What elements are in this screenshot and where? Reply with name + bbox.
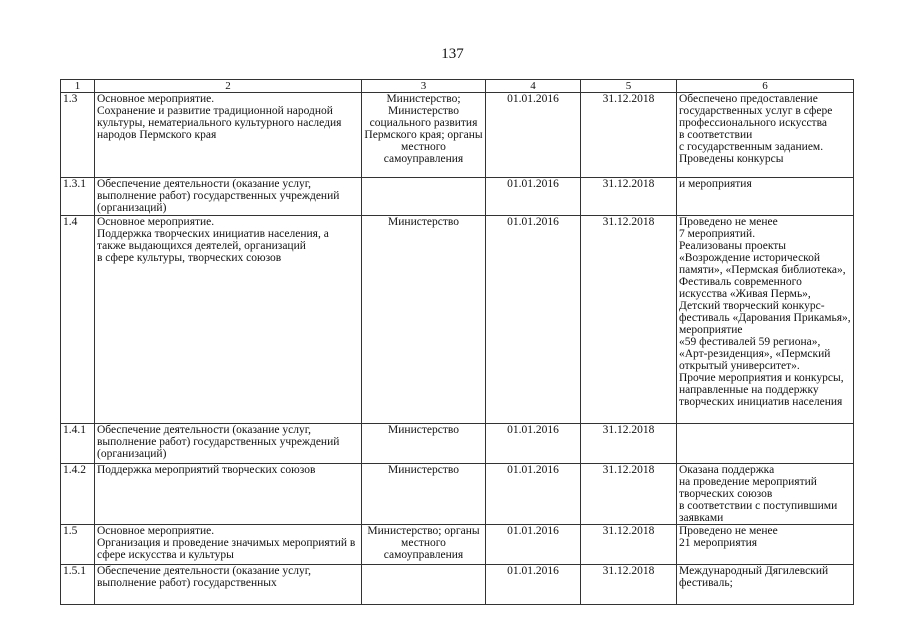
responsible-executor: [362, 565, 486, 605]
column-header: 6: [677, 80, 854, 93]
table-row: [61, 216, 854, 424]
activity-name: Основное мероприятие. Сохранение и развитие традиционной народной культуры, нематериального культурного наследия народов Пермского края: [95, 93, 362, 178]
start-date: 01.01.2016: [486, 464, 581, 525]
end-date: 31.12.2018: [581, 216, 677, 424]
responsible-executor: Министерство; органы местного самоуправления: [362, 525, 486, 565]
responsible-executor: Министерство; Министерство социального развития Пермского края; органы местного самоуправления: [362, 93, 486, 178]
end-date: 31.12.2018: [581, 93, 677, 178]
column-header: 2: [95, 80, 362, 93]
start-date: 01.01.2016: [486, 93, 581, 178]
start-date: 01.01.2016: [486, 424, 581, 464]
page-number: 137: [441, 46, 464, 62]
start-date: 01.01.2016: [486, 216, 581, 424]
end-date: 31.12.2018: [581, 565, 677, 605]
row-number: 1.5.1: [61, 565, 95, 605]
column-header: 4: [486, 80, 581, 93]
row-number: 1.4.2: [61, 464, 95, 525]
end-date: 31.12.2018: [581, 525, 677, 565]
column-header: 5: [581, 80, 677, 93]
activity-name: Основное мероприятие. Организация и проведение значимых мероприятий в сфере искусства и культуры: [95, 525, 362, 565]
table-row: [61, 525, 854, 565]
table-row: [61, 178, 854, 216]
row-number: 1.3.1: [61, 178, 95, 216]
expected-result: Проведено не менее 21 мероприятия: [677, 525, 854, 565]
expected-result: Проведено не менее 7 мероприятий. Реализованы проекты «Возрождение исторической памяти», «Пермская библиотека», Фестиваль современного искусства «Живая Пермь», Детский творческий конкурс-фестиваль «Дарования Прикамья», мероприятие «59 фестивалей 59 региона», «Арт-резиденция», «Пермский открытый университет». Прочие мероприятия и конкурсы, направленные на поддержку творческих инициатив населения: [677, 216, 854, 424]
activity-name: Обеспечение деятельности (оказание услуг, выполнение работ) государственных учреждений (организаций): [95, 178, 362, 216]
activity-name: Основное мероприятие. Поддержка творческих инициатив населения, а также выдающихся деятелей, организаций в сфере культуры, творческих союзов: [95, 216, 362, 424]
program-table: [60, 79, 854, 605]
row-number: 1.4: [61, 216, 95, 424]
table-row: [61, 565, 854, 605]
column-header: 3: [362, 80, 486, 93]
end-date: 31.12.2018: [581, 464, 677, 525]
table-row: [61, 464, 854, 525]
expected-result: и мероприятия: [677, 178, 854, 216]
end-date: 31.12.2018: [581, 178, 677, 216]
responsible-executor: [362, 178, 486, 216]
column-header: 1: [61, 80, 95, 93]
activity-name: Обеспечение деятельности (оказание услуг, выполнение работ) государственных: [95, 565, 362, 605]
start-date: 01.01.2016: [486, 565, 581, 605]
activity-name: Поддержка мероприятий творческих союзов: [95, 464, 362, 525]
table-row: [61, 93, 854, 178]
responsible-executor: Министерство: [362, 216, 486, 424]
expected-result: Международный Дягилевский фестиваль;: [677, 565, 854, 605]
activity-name: Обеспечение деятельности (оказание услуг, выполнение работ) государственных учреждений (организаций): [95, 424, 362, 464]
row-number: 1.3: [61, 93, 95, 178]
row-number: 1.4.1: [61, 424, 95, 464]
start-date: 01.01.2016: [486, 178, 581, 216]
header-row: [61, 80, 854, 93]
table-row: [61, 424, 854, 464]
row-number: 1.5: [61, 525, 95, 565]
expected-result: Обеспечено предоставление государственных услуг в сфере профессионального искусства в соответствии с государственным заданием. Проведены конкурсы: [677, 93, 854, 178]
start-date: 01.01.2016: [486, 525, 581, 565]
responsible-executor: Министерство: [362, 464, 486, 525]
end-date: 31.12.2018: [581, 424, 677, 464]
expected-result: Оказана поддержка на проведение мероприятий творческих союзов в соответствии с поступившими заявками: [677, 464, 854, 525]
responsible-executor: Министерство: [362, 424, 486, 464]
expected-result: [677, 424, 854, 464]
